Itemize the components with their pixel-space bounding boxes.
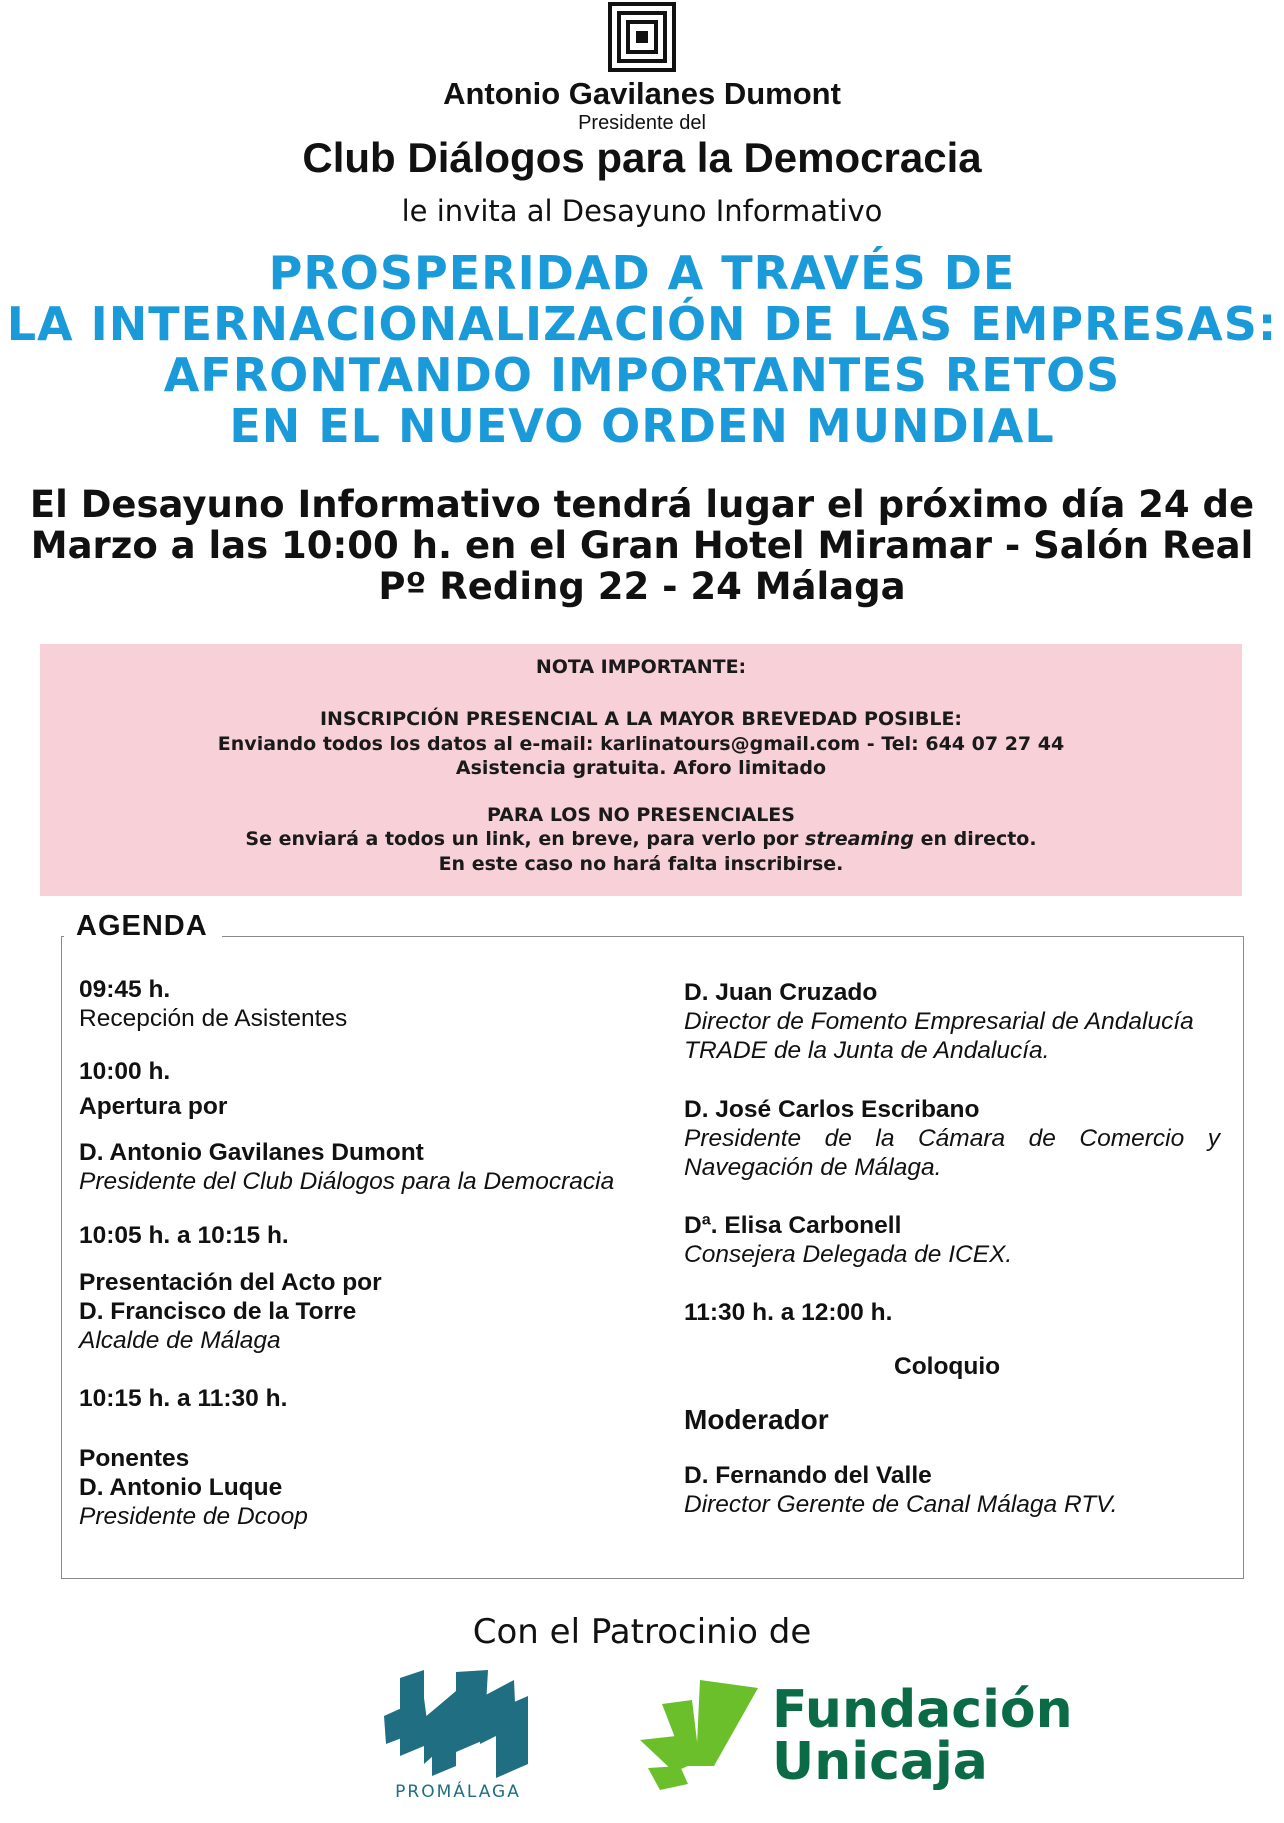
agenda-time: 10:15 h. a 11:30 h. (79, 1385, 288, 1412)
registration-heading: INSCRIPCIÓN PRESENCIAL A LA MAYOR BREVEDAD POSIBLE: (319, 708, 963, 730)
speaker-name: D. José Carlos Escribano (684, 1096, 980, 1123)
speaker-name: D. Francisco de la Torre (79, 1298, 357, 1325)
agenda-item: Coloquio (894, 1353, 1001, 1380)
event-title-line: PROSPERIDAD A TRAVÉS DE (268, 246, 1016, 300)
moderator-label: Moderador (684, 1404, 829, 1435)
important-note-box (40, 644, 1242, 896)
event-details-line: Marzo a las 10:00 h. en el Gran Hotel Miramar - Salón Real (30, 524, 1254, 567)
event-details-line: Pº Reding 22 - 24 Málaga (378, 565, 906, 608)
agenda-title: AGENDA (64, 910, 222, 943)
speaker-role: Presidente del Club Diálogos para la Democracia (79, 1168, 615, 1195)
agenda-time: 10:05 h. a 10:15 h. (79, 1222, 289, 1249)
agenda-item: Recepción de Asistentes (79, 1005, 348, 1032)
speaker-name: D. Juan Cruzado (684, 979, 878, 1006)
promalaga-wordmark: PROMÁLAGA (395, 1782, 521, 1802)
speaker-role: Presidente de la Cámara de Comercio y (684, 1125, 1220, 1152)
host-name: Antonio Gavilanes Dumont (443, 76, 841, 111)
agenda-time: 09:45 h. (79, 976, 171, 1003)
unicaja-leaf-logo-icon (640, 1680, 760, 1790)
speaker-role: Alcalde de Málaga (79, 1327, 281, 1354)
agenda-item: Presentación del Acto por (79, 1269, 382, 1296)
speaker-role: Director Gerente de Canal Málaga RTV. (684, 1491, 1118, 1518)
event-title-line: LA INTERNACIONALIZACIÓN DE LAS EMPRESAS: (6, 297, 1278, 351)
speaker-name: Dª. Elisa Carbonell (684, 1212, 902, 1239)
remote-heading: PARA LOS NO PRESENCIALES (487, 804, 795, 826)
speaker-name: D. Antonio Gavilanes Dumont (79, 1139, 424, 1166)
event-title-line: AFRONTANDO IMPORTANTES RETOS (163, 348, 1121, 402)
club-name: Club Diálogos para la Democracia (302, 134, 982, 181)
invitation-line: le invita al Desayuno Informativo (401, 194, 883, 228)
agenda-time: 11:30 h. a 12:00 h. (684, 1299, 893, 1326)
event-details (0, 484, 1284, 607)
unicaja-line1: Fundación (772, 1680, 1073, 1740)
host-role: Presidente del (578, 112, 706, 134)
unicaja-line2: Unicaja (772, 1732, 988, 1792)
square-spiral-logo-icon (608, 2, 676, 72)
speaker-role: TRADE de la Junta de Andalucía. (684, 1037, 1050, 1064)
registration-note: Asistencia gratuita. Aforo limitado (455, 757, 827, 779)
remote-info: Se enviará a todos un link, en breve, para verlo por streaming en directo. (245, 828, 1037, 850)
unicaja-wordmark (772, 1680, 1073, 1792)
speaker-role: Presidente de Dcoop (79, 1503, 308, 1530)
promalaga-logo-icon (384, 1670, 532, 1778)
speaker-name: D. Antonio Luque (79, 1474, 283, 1501)
event-title-line: EN EL NUEVO ORDEN MUNDIAL (229, 399, 1055, 453)
promalaga-logo (384, 1670, 532, 1805)
speaker-name: D. Fernando del Valle (684, 1462, 932, 1489)
speaker-role: Navegación de Málaga. (684, 1154, 942, 1181)
registration-contact: Enviando todos los datos al e-mail: karlinatours@gmail.com - Tel: 644 07 27 44 (217, 733, 1065, 755)
agenda-item: Ponentes (79, 1445, 190, 1472)
speaker-role: Director de Fomento Empresarial de Andalucía (684, 1008, 1194, 1035)
event-details-line: El Desayuno Informativo tendrá lugar el próximo día 24 de (29, 483, 1255, 526)
sponsor-label: Con el Patrocinio de (472, 1612, 812, 1652)
agenda-item: Apertura por (79, 1093, 228, 1120)
speaker-role: Consejera Delegada de ICEX. (684, 1241, 1013, 1268)
remote-note: En este caso no hará falta inscribirse. (438, 853, 844, 875)
note-heading: NOTA IMPORTANTE: (535, 656, 747, 678)
event-title (0, 248, 1284, 452)
agenda-time: 10:00 h. (79, 1058, 171, 1085)
